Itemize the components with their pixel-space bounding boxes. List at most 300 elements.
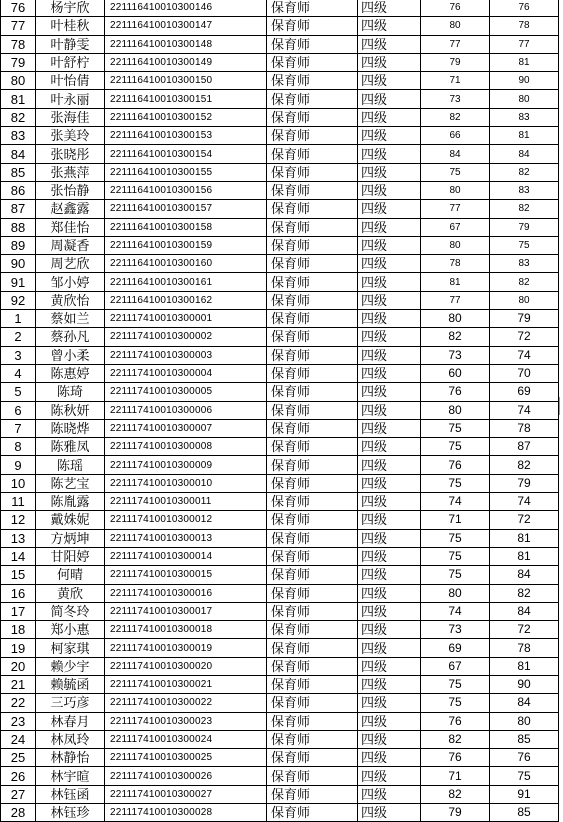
occupation-cell: 保育师 — [267, 767, 358, 785]
table-row — [1, 108, 559, 126]
level-cell: 四级 — [358, 602, 421, 620]
table-row — [1, 438, 559, 456]
level-cell: 四级 — [358, 0, 421, 17]
level-cell: 四级 — [358, 218, 421, 236]
row-index-cell: 1 — [1, 310, 36, 328]
table-row — [1, 0, 559, 17]
name-cell: 郑佳怡 — [36, 218, 105, 236]
table-row — [1, 621, 559, 639]
level-cell: 四级 — [358, 474, 421, 492]
theory-score-cell: 74 — [421, 602, 490, 620]
row-index-cell: 90 — [1, 255, 36, 273]
skill-score-cell: 72 — [490, 511, 559, 529]
skill-score-cell: 81 — [490, 547, 559, 565]
name-cell: 张晓彤 — [36, 145, 105, 163]
level-cell: 四级 — [358, 35, 421, 53]
row-index-cell: 8 — [1, 438, 36, 456]
level-cell: 四级 — [358, 566, 421, 584]
level-cell: 四级 — [358, 127, 421, 145]
level-cell: 四级 — [358, 255, 421, 273]
name-cell: 陈秋妍 — [36, 401, 105, 419]
certificate-id-cell: 221116410010300148 — [105, 35, 267, 53]
table-row — [1, 310, 559, 328]
certificate-id-cell: 221117410010300023 — [105, 712, 267, 730]
level-cell: 四级 — [358, 108, 421, 126]
occupation-cell: 保育师 — [267, 602, 358, 620]
table-row — [1, 255, 559, 273]
table-row — [1, 90, 559, 108]
theory-score-cell: 75 — [421, 529, 490, 547]
certificate-id-cell: 221117410010300013 — [105, 529, 267, 547]
skill-score-cell: 82 — [490, 200, 559, 218]
skill-score-cell: 83 — [490, 181, 559, 199]
certificate-id-cell: 221116410010300155 — [105, 163, 267, 181]
table-row — [1, 163, 559, 181]
occupation-cell: 保育师 — [267, 657, 358, 675]
certificate-id-cell: 221117410010300005 — [105, 383, 267, 401]
row-index-cell: 92 — [1, 291, 36, 309]
name-cell: 陈胤露 — [36, 493, 105, 511]
theory-score-cell: 80 — [421, 181, 490, 199]
table-row — [1, 127, 559, 145]
skill-score-cell: 82 — [490, 163, 559, 181]
table-row — [1, 584, 559, 602]
row-index-cell: 10 — [1, 474, 36, 492]
certificate-id-cell: 221116410010300152 — [105, 108, 267, 126]
occupation-cell: 保育师 — [267, 364, 358, 382]
certificate-id-cell: 221116410010300158 — [105, 218, 267, 236]
occupation-cell: 保育师 — [267, 0, 358, 17]
name-cell: 叶桂秋 — [36, 17, 105, 35]
theory-score-cell: 76 — [421, 383, 490, 401]
occupation-cell: 保育师 — [267, 566, 358, 584]
level-cell: 四级 — [358, 547, 421, 565]
certificate-id-cell: 221117410010300028 — [105, 804, 267, 822]
skill-score-cell: 81 — [490, 127, 559, 145]
row-index-cell: 20 — [1, 657, 36, 675]
theory-score-cell: 78 — [421, 255, 490, 273]
skill-score-cell: 84 — [490, 602, 559, 620]
row-index-cell: 79 — [1, 53, 36, 71]
certificate-id-cell: 221117410010300024 — [105, 730, 267, 748]
name-cell: 陈艺宝 — [36, 474, 105, 492]
theory-score-cell: 66 — [421, 127, 490, 145]
row-index-cell: 7 — [1, 419, 36, 437]
row-index-cell: 89 — [1, 236, 36, 254]
theory-score-cell: 84 — [421, 145, 490, 163]
skill-score-cell: 80 — [490, 90, 559, 108]
table-row — [1, 547, 559, 565]
certificate-id-cell: 221117410010300022 — [105, 694, 267, 712]
theory-score-cell: 75 — [421, 694, 490, 712]
level-cell: 四级 — [358, 785, 421, 803]
certificate-id-cell: 221117410010300019 — [105, 639, 267, 657]
row-index-cell: 86 — [1, 181, 36, 199]
name-cell: 陈雅凤 — [36, 438, 105, 456]
row-index-cell: 3 — [1, 346, 36, 364]
table-row — [1, 785, 559, 803]
level-cell: 四级 — [358, 291, 421, 309]
row-index-cell: 85 — [1, 163, 36, 181]
name-cell: 陈晓烨 — [36, 419, 105, 437]
row-index-cell: 25 — [1, 749, 36, 767]
row-index-cell: 6 — [1, 401, 36, 419]
name-cell: 陈瑶 — [36, 456, 105, 474]
name-cell: 叶怡倩 — [36, 72, 105, 90]
level-cell: 四级 — [358, 694, 421, 712]
name-cell: 何晴 — [36, 566, 105, 584]
theory-score-cell: 77 — [421, 35, 490, 53]
occupation-cell: 保育师 — [267, 401, 358, 419]
theory-score-cell: 69 — [421, 639, 490, 657]
certificate-id-cell: 221117410010300011 — [105, 493, 267, 511]
skill-score-cell: 84 — [490, 566, 559, 584]
level-cell: 四级 — [358, 383, 421, 401]
occupation-cell: 保育师 — [267, 53, 358, 71]
certificate-id-cell: 221116410010300151 — [105, 90, 267, 108]
row-index-cell: 24 — [1, 730, 36, 748]
certificate-id-cell: 221117410010300010 — [105, 474, 267, 492]
row-index-cell: 76 — [1, 0, 36, 17]
occupation-cell: 保育师 — [267, 236, 358, 254]
name-cell: 叶静雯 — [36, 35, 105, 53]
row-index-cell: 80 — [1, 72, 36, 90]
row-index-cell: 84 — [1, 145, 36, 163]
level-cell: 四级 — [358, 456, 421, 474]
theory-score-cell: 76 — [421, 712, 490, 730]
occupation-cell: 保育师 — [267, 694, 358, 712]
occupation-cell: 保育师 — [267, 511, 358, 529]
row-index-cell: 9 — [1, 456, 36, 474]
theory-score-cell: 81 — [421, 273, 490, 291]
row-index-cell: 12 — [1, 511, 36, 529]
table-row — [1, 181, 559, 199]
table-row — [1, 273, 559, 291]
level-cell: 四级 — [358, 804, 421, 822]
skill-score-cell: 79 — [490, 218, 559, 236]
name-cell: 林凤玲 — [36, 730, 105, 748]
level-cell: 四级 — [358, 181, 421, 199]
occupation-cell: 保育师 — [267, 419, 358, 437]
theory-score-cell: 76 — [421, 749, 490, 767]
skill-score-cell: 81 — [490, 657, 559, 675]
name-cell: 郑小惠 — [36, 621, 105, 639]
name-cell: 黄欣怡 — [36, 291, 105, 309]
table-row — [1, 694, 559, 712]
certificate-id-cell: 221117410010300001 — [105, 310, 267, 328]
occupation-cell: 保育师 — [267, 291, 358, 309]
theory-score-cell: 77 — [421, 291, 490, 309]
level-cell: 四级 — [358, 200, 421, 218]
level-cell: 四级 — [358, 511, 421, 529]
name-cell: 张美玲 — [36, 127, 105, 145]
skill-score-cell: 77 — [490, 35, 559, 53]
name-cell: 周艺欣 — [36, 255, 105, 273]
skill-score-cell: 72 — [490, 621, 559, 639]
certificate-id-cell: 221117410010300006 — [105, 401, 267, 419]
skill-score-cell: 84 — [490, 694, 559, 712]
occupation-cell: 保育师 — [267, 712, 358, 730]
occupation-cell: 保育师 — [267, 529, 358, 547]
theory-score-cell: 75 — [421, 474, 490, 492]
certificate-id-cell: 221116410010300159 — [105, 236, 267, 254]
name-cell: 赖毓函 — [36, 675, 105, 693]
theory-score-cell: 80 — [421, 401, 490, 419]
table-row — [1, 456, 559, 474]
theory-score-cell: 80 — [421, 584, 490, 602]
occupation-cell: 保育师 — [267, 328, 358, 346]
table-row — [1, 145, 559, 163]
level-cell: 四级 — [358, 529, 421, 547]
table-row — [1, 35, 559, 53]
table-row — [1, 474, 559, 492]
occupation-cell: 保育师 — [267, 621, 358, 639]
table-row — [1, 53, 559, 71]
level-cell: 四级 — [358, 328, 421, 346]
certificate-id-cell: 221116410010300150 — [105, 72, 267, 90]
certificate-id-cell: 221116410010300162 — [105, 291, 267, 309]
name-cell: 赖少宇 — [36, 657, 105, 675]
theory-score-cell: 71 — [421, 511, 490, 529]
occupation-cell: 保育师 — [267, 675, 358, 693]
level-cell: 四级 — [358, 72, 421, 90]
occupation-cell: 保育师 — [267, 181, 358, 199]
name-cell: 张怡静 — [36, 181, 105, 199]
theory-score-cell: 82 — [421, 785, 490, 803]
theory-score-cell: 80 — [421, 17, 490, 35]
row-index-cell: 87 — [1, 200, 36, 218]
occupation-cell: 保育师 — [267, 145, 358, 163]
skill-score-cell: 69 — [490, 383, 559, 401]
row-index-cell: 78 — [1, 35, 36, 53]
level-cell: 四级 — [358, 17, 421, 35]
theory-score-cell: 75 — [421, 675, 490, 693]
skill-score-cell: 79 — [490, 310, 559, 328]
theory-score-cell: 74 — [421, 493, 490, 511]
table-row — [1, 401, 559, 419]
skill-score-cell: 75 — [490, 236, 559, 254]
table-row — [1, 200, 559, 218]
certificate-id-cell: 221117410010300007 — [105, 419, 267, 437]
skill-score-cell: 81 — [490, 529, 559, 547]
certificate-id-cell: 221117410010300004 — [105, 364, 267, 382]
theory-score-cell: 75 — [421, 419, 490, 437]
row-index-cell: 88 — [1, 218, 36, 236]
level-cell: 四级 — [358, 364, 421, 382]
theory-score-cell: 80 — [421, 310, 490, 328]
occupation-cell: 保育师 — [267, 72, 358, 90]
theory-score-cell: 75 — [421, 163, 490, 181]
name-cell: 赵鑫露 — [36, 200, 105, 218]
level-cell: 四级 — [358, 584, 421, 602]
table-row — [1, 364, 559, 382]
level-cell: 四级 — [358, 712, 421, 730]
certificate-id-cell: 221117410010300009 — [105, 456, 267, 474]
occupation-cell: 保育师 — [267, 90, 358, 108]
level-cell: 四级 — [358, 767, 421, 785]
row-index-cell: 77 — [1, 17, 36, 35]
table-row — [1, 749, 559, 767]
theory-score-cell: 71 — [421, 72, 490, 90]
scroll-edge-marker — [559, 397, 562, 415]
row-index-cell: 28 — [1, 804, 36, 822]
certificate-id-cell: 221117410010300021 — [105, 675, 267, 693]
skill-score-cell: 72 — [490, 328, 559, 346]
level-cell: 四级 — [358, 346, 421, 364]
skill-score-cell: 79 — [490, 474, 559, 492]
table-row — [1, 493, 559, 511]
theory-score-cell: 77 — [421, 200, 490, 218]
level-cell: 四级 — [358, 675, 421, 693]
occupation-cell: 保育师 — [267, 547, 358, 565]
occupation-cell: 保育师 — [267, 163, 358, 181]
name-cell: 林钰珍 — [36, 804, 105, 822]
occupation-cell: 保育师 — [267, 730, 358, 748]
occupation-cell: 保育师 — [267, 785, 358, 803]
occupation-cell: 保育师 — [267, 255, 358, 273]
name-cell: 张海佳 — [36, 108, 105, 126]
skill-score-cell: 90 — [490, 72, 559, 90]
theory-score-cell: 80 — [421, 236, 490, 254]
skill-score-cell: 76 — [490, 0, 559, 17]
certificate-id-cell: 221117410010300016 — [105, 584, 267, 602]
occupation-cell: 保育师 — [267, 639, 358, 657]
certificate-id-cell: 221116410010300156 — [105, 181, 267, 199]
skill-score-cell: 74 — [490, 493, 559, 511]
row-index-cell: 81 — [1, 90, 36, 108]
occupation-cell: 保育师 — [267, 273, 358, 291]
level-cell: 四级 — [358, 621, 421, 639]
skill-score-cell: 83 — [490, 108, 559, 126]
occupation-cell: 保育师 — [267, 35, 358, 53]
certificate-id-cell: 221117410010300026 — [105, 767, 267, 785]
theory-score-cell: 76 — [421, 456, 490, 474]
level-cell: 四级 — [358, 438, 421, 456]
name-cell: 周凝香 — [36, 236, 105, 254]
table-row — [1, 328, 559, 346]
row-index-cell: 4 — [1, 364, 36, 382]
row-index-cell: 26 — [1, 767, 36, 785]
skill-score-cell: 78 — [490, 419, 559, 437]
name-cell: 柯家琪 — [36, 639, 105, 657]
table-row — [1, 419, 559, 437]
skill-score-cell: 80 — [490, 712, 559, 730]
theory-score-cell: 79 — [421, 53, 490, 71]
name-cell: 林春月 — [36, 712, 105, 730]
certificate-id-cell: 221117410010300017 — [105, 602, 267, 620]
skill-score-cell: 83 — [490, 255, 559, 273]
row-index-cell: 11 — [1, 493, 36, 511]
name-cell: 曾小柔 — [36, 346, 105, 364]
table-body — [1, 0, 559, 822]
certificate-id-cell: 221117410010300008 — [105, 438, 267, 456]
skill-score-cell: 78 — [490, 17, 559, 35]
occupation-cell: 保育师 — [267, 310, 358, 328]
table-row — [1, 602, 559, 620]
level-cell: 四级 — [358, 236, 421, 254]
level-cell: 四级 — [358, 419, 421, 437]
theory-score-cell: 75 — [421, 566, 490, 584]
level-cell: 四级 — [358, 493, 421, 511]
occupation-cell: 保育师 — [267, 493, 358, 511]
occupation-cell: 保育师 — [267, 383, 358, 401]
skill-score-cell: 90 — [490, 675, 559, 693]
skill-score-cell: 81 — [490, 53, 559, 71]
row-index-cell: 22 — [1, 694, 36, 712]
name-cell: 方炳坤 — [36, 529, 105, 547]
occupation-cell: 保育师 — [267, 17, 358, 35]
theory-score-cell: 60 — [421, 364, 490, 382]
level-cell: 四级 — [358, 657, 421, 675]
row-index-cell: 5 — [1, 383, 36, 401]
theory-score-cell: 73 — [421, 346, 490, 364]
table-row — [1, 17, 559, 35]
theory-score-cell: 79 — [421, 804, 490, 822]
skill-score-cell: 82 — [490, 456, 559, 474]
row-index-cell: 27 — [1, 785, 36, 803]
table-row — [1, 639, 559, 657]
certificate-id-cell: 221116410010300146 — [105, 0, 267, 17]
row-index-cell: 13 — [1, 529, 36, 547]
table-row — [1, 218, 559, 236]
certificate-id-cell: 221117410010300002 — [105, 328, 267, 346]
name-cell: 蔡孙凡 — [36, 328, 105, 346]
occupation-cell: 保育师 — [267, 127, 358, 145]
certificate-id-cell: 221117410010300020 — [105, 657, 267, 675]
skill-score-cell: 82 — [490, 273, 559, 291]
name-cell: 林宇暄 — [36, 767, 105, 785]
level-cell: 四级 — [358, 145, 421, 163]
row-index-cell: 23 — [1, 712, 36, 730]
table-row — [1, 383, 559, 401]
table-row — [1, 511, 559, 529]
table-row — [1, 291, 559, 309]
theory-score-cell: 73 — [421, 621, 490, 639]
occupation-cell: 保育师 — [267, 346, 358, 364]
certificate-id-cell: 221116410010300161 — [105, 273, 267, 291]
theory-score-cell: 76 — [421, 0, 490, 17]
skill-score-cell: 91 — [490, 785, 559, 803]
skill-score-cell: 80 — [490, 291, 559, 309]
name-cell: 叶永丽 — [36, 90, 105, 108]
row-index-cell: 2 — [1, 328, 36, 346]
row-index-cell: 83 — [1, 127, 36, 145]
skill-score-cell: 76 — [490, 749, 559, 767]
level-cell: 四级 — [358, 163, 421, 181]
row-index-cell: 91 — [1, 273, 36, 291]
theory-score-cell: 67 — [421, 657, 490, 675]
theory-score-cell: 82 — [421, 328, 490, 346]
table-row — [1, 804, 559, 822]
skill-score-cell: 87 — [490, 438, 559, 456]
name-cell: 张燕萍 — [36, 163, 105, 181]
certificate-id-cell: 221116410010300154 — [105, 145, 267, 163]
certificate-id-cell: 221117410010300027 — [105, 785, 267, 803]
certificate-id-cell: 221117410010300003 — [105, 346, 267, 364]
skill-score-cell: 75 — [490, 767, 559, 785]
row-index-cell: 17 — [1, 602, 36, 620]
name-cell: 林钰函 — [36, 785, 105, 803]
table-row — [1, 730, 559, 748]
certificate-id-cell: 221117410010300015 — [105, 566, 267, 584]
name-cell: 林静怡 — [36, 749, 105, 767]
name-cell: 叶舒柠 — [36, 53, 105, 71]
row-index-cell: 18 — [1, 621, 36, 639]
theory-score-cell: 82 — [421, 108, 490, 126]
occupation-cell: 保育师 — [267, 456, 358, 474]
level-cell: 四级 — [358, 53, 421, 71]
theory-score-cell: 75 — [421, 438, 490, 456]
